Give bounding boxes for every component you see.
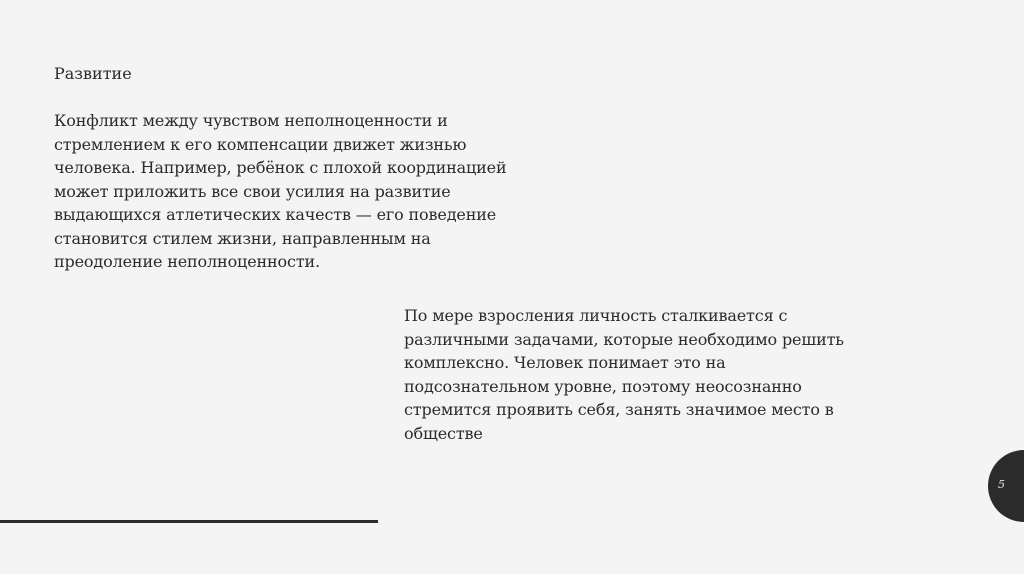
page-number: 5 [998,478,1005,491]
paragraph-development-conflict: Конфликт между чувством неполноценности и стремлением к его компенсации движет жизнью человека. Например, ребёнок с плохой координацией может приложить все свои усилия на развитие выдающихся атлетических качеств — его поведение становится стилем жизни, направленным на преодоление неполноценности. [54,111,507,271]
paragraph-maturation: По мере взросления личность сталкивается с различными задачами, которые необходимо решить комплексно. Человек понимает это на подсознательном уровне, поэтому неосознанно стремится проявить себя, занять значимое место в обществе [404,306,844,443]
slide-title: Развитие [54,64,132,83]
page-number-badge [988,450,1024,522]
bottom-divider-line [0,520,378,523]
